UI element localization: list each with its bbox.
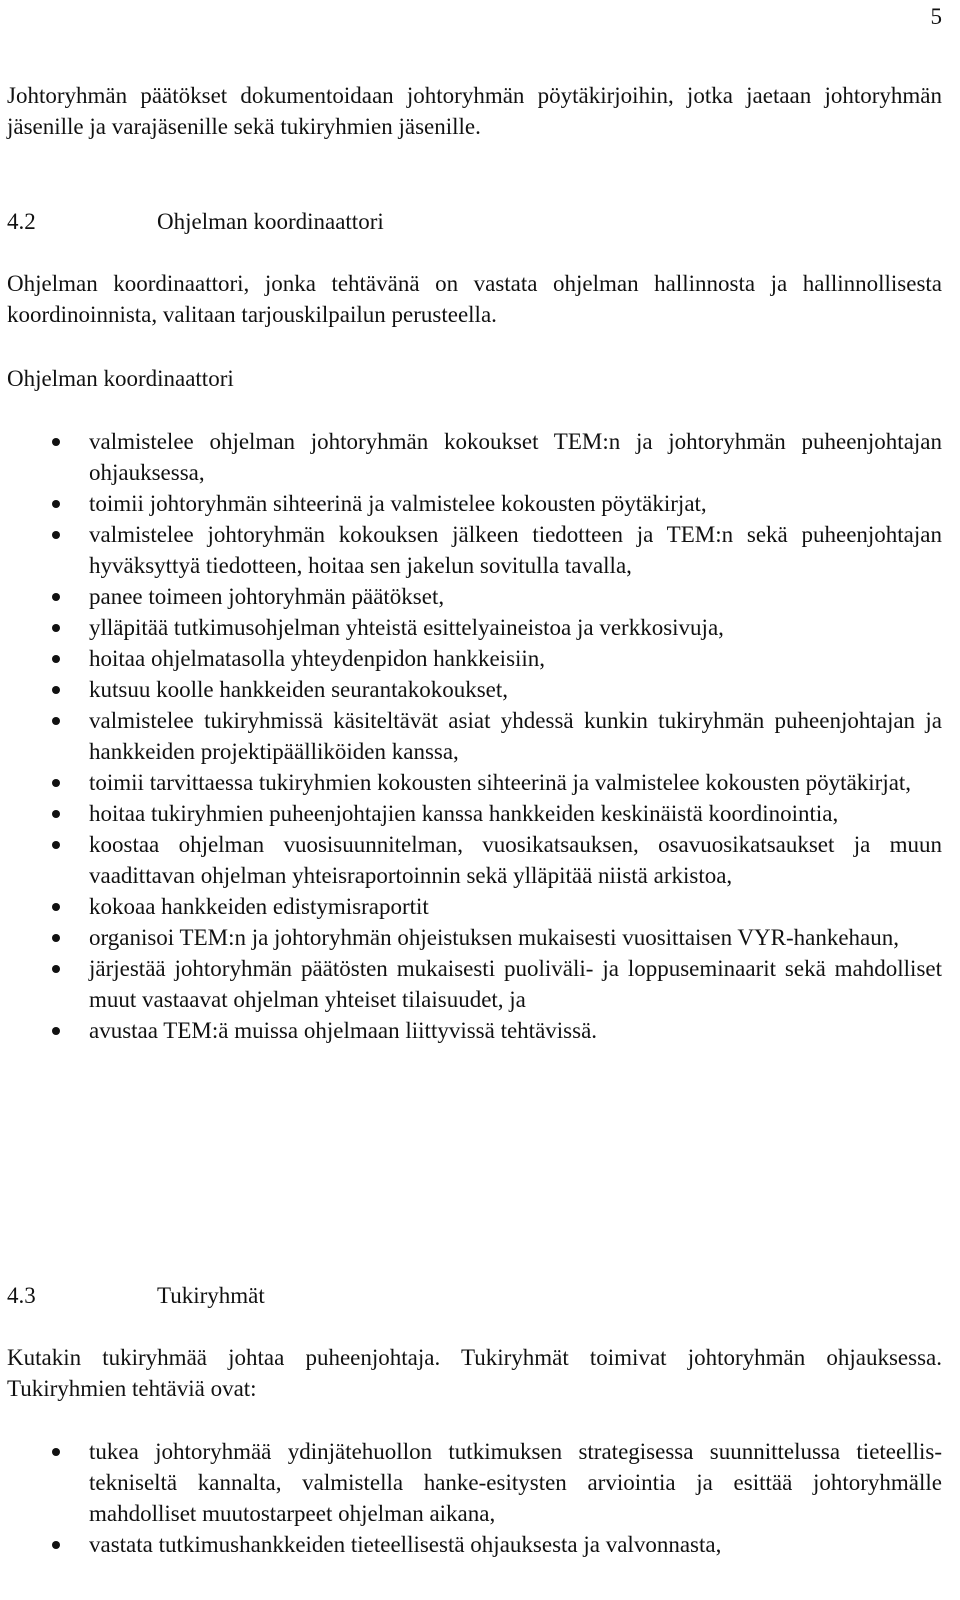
bullet-icon (52, 903, 60, 911)
bullet-icon (52, 438, 60, 446)
section-number: 4.3 (7, 1283, 36, 1308)
list-item: organisoi TEM:n ja johtoryhmän ohjeistuksen mukaisesti vuosittaisen VYR-hankehaun, (7, 922, 942, 953)
list-item: panee toimeen johtoryhmän päätökset, (7, 581, 942, 612)
bullet-icon (52, 841, 60, 849)
bullet-icon (52, 717, 60, 725)
support-group-task-list (7, 1436, 942, 1560)
bullet-icon (52, 593, 60, 601)
coordinator-task-list (7, 426, 942, 1046)
list-item: koostaa ohjelman vuosisuunnitelman, vuosikatsauksen, osavuosikatsaukset ja muun vaadittavan ohjelman yhteisraportoinnin sekä ylläpitää niistä arkistoa, (7, 829, 942, 891)
section-heading-4-3 (7, 1280, 265, 1311)
list-item: vastata tutkimushankkeiden tieteellisestä ohjauksesta ja valvonnasta, (7, 1529, 942, 1560)
paragraph-support-groups-intro: Kutakin tukiryhmää johtaa puheenjohtaja. Tukiryhmät toimivat johtoryhmän ohjauksessa. Tukiryhmien tehtäviä ovat: (7, 1345, 942, 1401)
section-title: Tukiryhmät (157, 1283, 265, 1308)
paragraph-coordinator-intro: Ohjelman koordinaattori, jonka tehtävänä on vastata ohjelman hallinnosta ja hallinnollisesta koordinoinnista, valitaan tarjouskilpailun perusteella. (7, 271, 942, 327)
list-item: kokoaa hankkeiden edistymisraportit (7, 891, 942, 922)
list-item: valmistelee johtoryhmän kokouksen jälkeen tiedotteen ja TEM:n sekä puheenjohtajan hyväksyttyä tiedotteen, hoitaa sen jakelun sovitulla tavalla, (7, 519, 942, 581)
bullet-icon (52, 1541, 60, 1549)
bullet-icon (52, 965, 60, 973)
list-item: ylläpitää tutkimusohjelman yhteistä esittelyaineistoa ja verkkosivuja, (7, 612, 942, 643)
list-item: hoitaa ohjelmatasolla yhteydenpidon hankkeisiin, (7, 643, 942, 674)
paragraph-decisions: Johtoryhmän päätökset dokumentoidaan johtoryhmän pöytäkirjoihin, jotka jaetaan johtoryhmän jäsenille ja varajäsenille sekä tukiryhmien jäsenille. (7, 83, 942, 139)
bullet-icon (52, 686, 60, 694)
list-item: tukea johtoryhmää ydinjätehuollon tutkimuksen strategisessa suunnittelussa tieteellis-tekniseltä kannalta, valmistella hanke-esitysten arviointia ja esittää johtoryhmälle mahdolliset muutostarpeet ohjelman aikana, (7, 1436, 942, 1529)
section-title: Ohjelman koordinaattori (157, 209, 384, 234)
paragraph-coordinator-lead: Ohjelman koordinaattori (7, 366, 234, 391)
section-number: 4.2 (7, 209, 36, 234)
section-heading-4-2 (7, 206, 384, 237)
bullet-icon (52, 531, 60, 539)
bullet-icon (52, 934, 60, 942)
bullet-icon (52, 500, 60, 508)
list-item: valmistelee ohjelman johtoryhmän kokoukset TEM:n ja johtoryhmän puheenjohtajan ohjauksessa, (7, 426, 942, 488)
bullet-icon (52, 810, 60, 818)
list-item: toimii tarvittaessa tukiryhmien kokousten sihteerinä ja valmistelee kokousten pöytäkirjat, (7, 767, 942, 798)
list-item: kutsuu koolle hankkeiden seurantakokoukset, (7, 674, 942, 705)
list-item: hoitaa tukiryhmien puheenjohtajien kanssa hankkeiden keskinäistä koordinointia, (7, 798, 942, 829)
bullet-icon (52, 1448, 60, 1456)
list-item: toimii johtoryhmän sihteerinä ja valmistelee kokousten pöytäkirjat, (7, 488, 942, 519)
page-number: 5 (930, 4, 942, 29)
bullet-icon (52, 1027, 60, 1035)
list-item: avustaa TEM:ä muissa ohjelmaan liittyvissä tehtävissä. (7, 1015, 942, 1046)
list-item: valmistelee tukiryhmissä käsiteltävät asiat yhdessä kunkin tukiryhmän puheenjohtajan ja hankkeiden projektipäälliköiden kanssa, (7, 705, 942, 767)
bullet-icon (52, 655, 60, 663)
list-item: järjestää johtoryhmän päätösten mukaisesti puoliväli- ja loppuseminaarit sekä mahdolliset muut vastaavat ohjelman yhteiset tilaisuudet, ja (7, 953, 942, 1015)
bullet-icon (52, 779, 60, 787)
bullet-icon (52, 624, 60, 632)
